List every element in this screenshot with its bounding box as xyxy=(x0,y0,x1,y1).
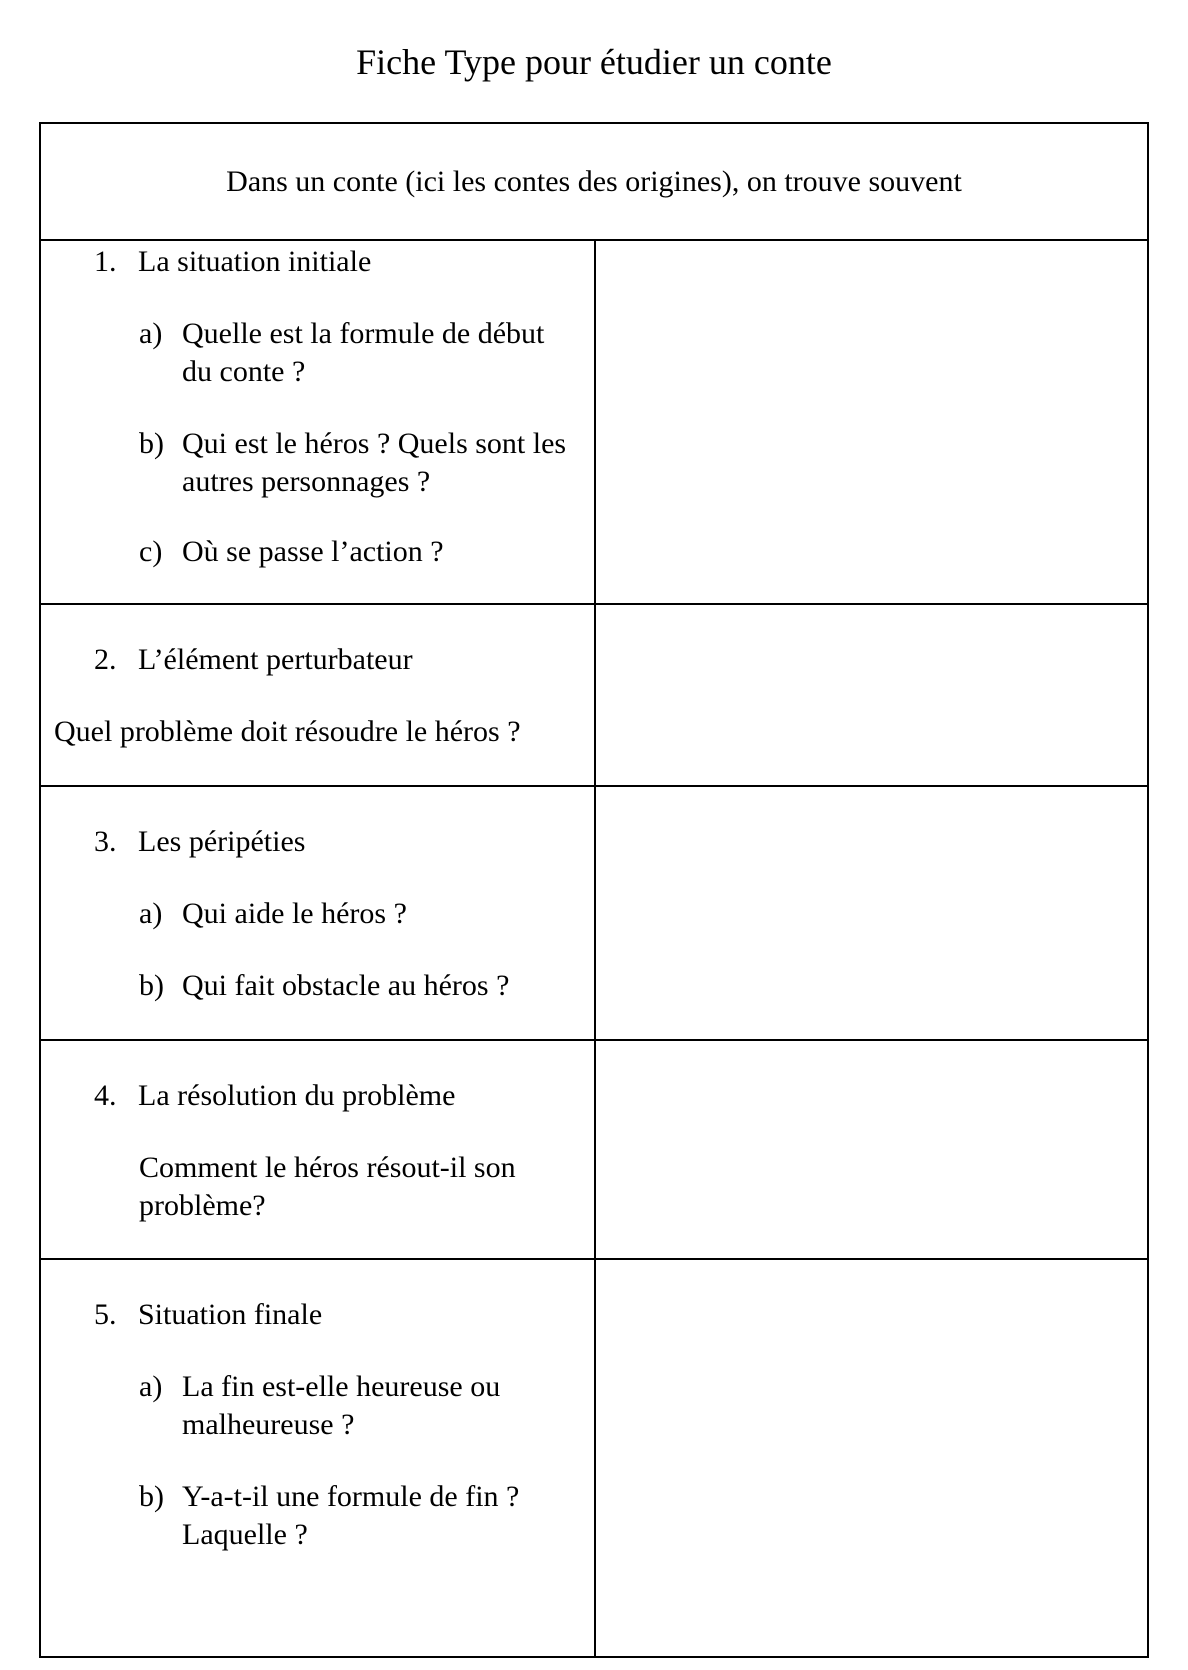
item-marker: b) xyxy=(139,969,164,1002)
table-header: Dans un conte (ici les contes des origines), on trouve souvent xyxy=(41,124,1147,241)
item-marker: a) xyxy=(139,897,163,930)
item-text: Qui aide le héros ? xyxy=(182,897,407,930)
question-cell-situation-initiale xyxy=(41,241,594,620)
section-heading xyxy=(94,823,305,861)
section-number: 2. xyxy=(94,643,117,676)
document-title: Fiche Type pour étudier un conte xyxy=(356,42,832,82)
list-item xyxy=(139,1478,579,1554)
answer-cell-situation-initiale[interactable] xyxy=(596,241,1147,620)
question-cell-resolution xyxy=(41,1041,594,1259)
section-title: Les péripéties xyxy=(138,825,306,858)
list-item xyxy=(139,967,579,1005)
list-item xyxy=(139,315,579,391)
section-heading xyxy=(94,1077,455,1115)
list-item xyxy=(139,425,579,501)
section-question: Quel problème doit résoudre le héros ? xyxy=(54,715,521,748)
answer-cell-element-perturbateur[interactable] xyxy=(596,605,1147,785)
section-title: L’élément perturbateur xyxy=(138,643,413,676)
item-marker: a) xyxy=(139,317,163,350)
question-cell-element-perturbateur xyxy=(41,605,594,785)
section-number: 5. xyxy=(94,1298,117,1331)
item-marker: b) xyxy=(139,1480,164,1513)
section-title: La situation initiale xyxy=(138,245,372,278)
item-text: Qui fait obstacle au héros ? xyxy=(182,969,510,1002)
answer-cell-resolution[interactable] xyxy=(596,1041,1147,1259)
item-marker: b) xyxy=(139,427,164,460)
section-heading xyxy=(94,243,371,281)
list-item xyxy=(139,1368,579,1444)
section-number: 1. xyxy=(94,245,117,278)
item-marker: c) xyxy=(139,535,163,568)
section-number: 3. xyxy=(94,825,117,858)
item-text: Qui est le héros ? Quels sont les autres personnages ? xyxy=(182,427,567,498)
question-cell-peripeties xyxy=(41,787,594,1039)
item-marker: a) xyxy=(139,1370,163,1403)
list-item xyxy=(139,895,579,933)
section-title: La résolution du problème xyxy=(138,1079,456,1112)
answer-cell-peripeties[interactable] xyxy=(596,787,1147,1039)
section-number: 4. xyxy=(94,1079,117,1112)
section-title: Situation finale xyxy=(138,1298,323,1331)
question-cell-situation-finale xyxy=(41,1260,594,1656)
answer-cell-situation-finale[interactable] xyxy=(596,1260,1147,1656)
item-text: Où se passe l’action ? xyxy=(182,535,444,568)
item-text: Quelle est la formule de début du conte ? xyxy=(182,317,545,388)
list-item xyxy=(139,533,579,571)
item-text: Y-a-t-il une formule de fin ? Laquelle ? xyxy=(182,1480,520,1551)
section-heading xyxy=(94,1296,322,1334)
item-text: La fin est-elle heureuse ou malheureuse ? xyxy=(182,1370,501,1441)
section-question: Comment le héros résout-il son problème? xyxy=(139,1151,516,1222)
section-heading xyxy=(94,641,413,679)
story-worksheet-table xyxy=(39,122,1149,1658)
